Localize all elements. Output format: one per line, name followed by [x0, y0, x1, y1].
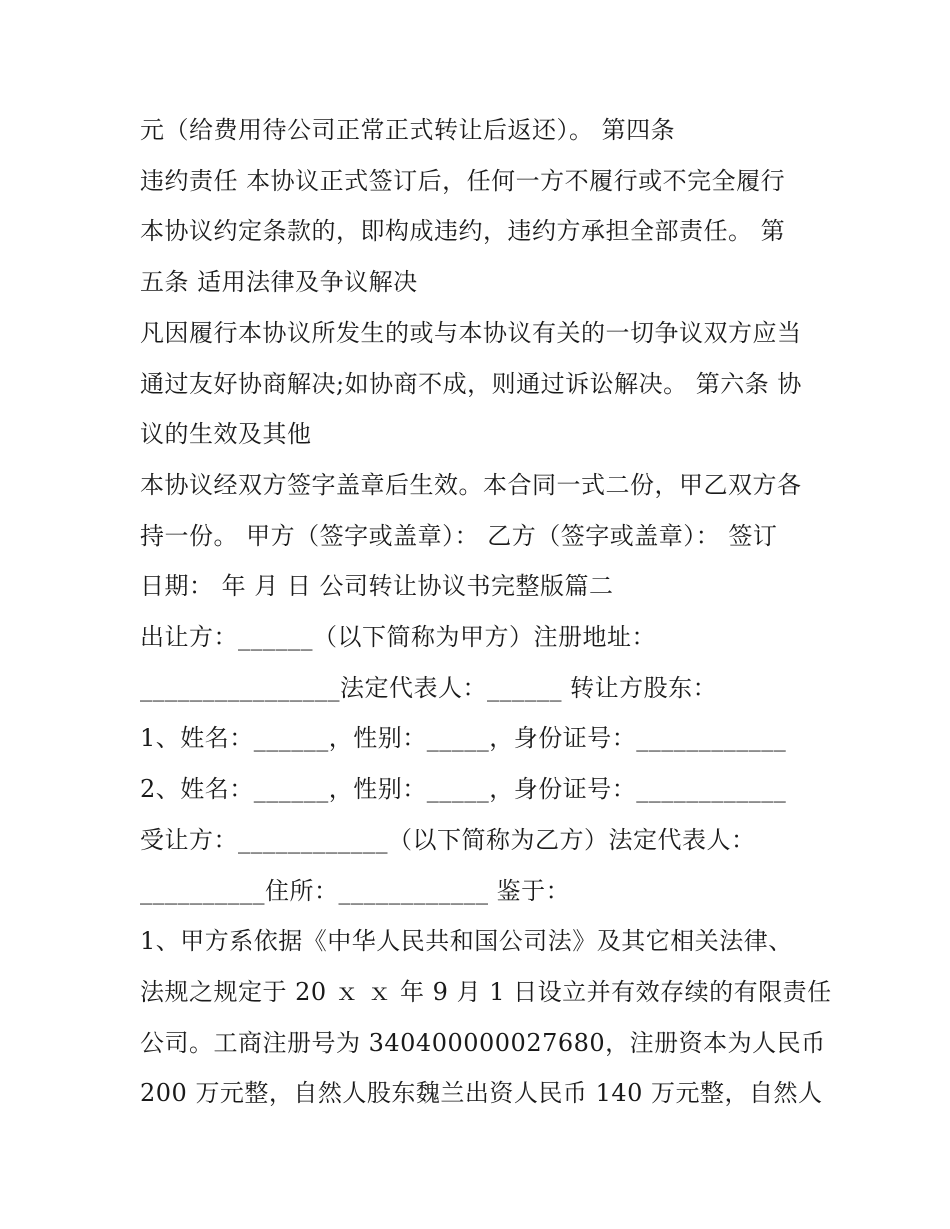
text-line-8: 本协议经双方签字盖章后生效。本合同一式二份，甲乙双方各	[140, 471, 802, 499]
text-line-10: 日期： 年 月 日 公司转让协议书完整版篇二	[140, 572, 614, 600]
text-line-16: __________住所：____________ 鉴于：	[140, 877, 571, 905]
text-line-20: 200 万元整，自然人股东魏兰出资人民币 140 万元整，自然人	[140, 1079, 823, 1107]
text-line-18: 法规之规定于 20 ｘ ｘ 年 9 月 1 日设立并有效存续的有限责任	[140, 978, 832, 1006]
text-line-12: ________________法定代表人：______ 转让方股东：	[140, 674, 718, 702]
text-line-7: 议的生效及其他	[140, 420, 312, 448]
text-line-6: 通过友好协商解决;如协商不成，则通过诉讼解决。 第六条 协	[140, 370, 802, 398]
text-line-19: 公司。工商注册号为 340400000027680，注册资本为人民币	[140, 1029, 826, 1057]
text-line-9: 持一份。 甲方（签字或盖章）： 乙方（签字或盖章）： 签订	[140, 522, 778, 550]
text-line-2: 违约责任 本协议正式签订后，任何一方不履行或不完全履行	[140, 167, 786, 195]
text-line-1: 元（给费用待公司正常正式转让后返还）。 第四条	[140, 116, 676, 144]
text-line-15: 受让方：____________（以下简称为乙方）法定代表人：	[140, 826, 756, 854]
text-line-3: 本协议约定条款的，即构成违约，违约方承担全部责任。 第	[140, 217, 786, 245]
text-line-13: 1、姓名：______，性别：_____，身份证号：____________	[140, 724, 787, 752]
text-line-11: 出让方：______（以下简称为甲方）注册地址：	[140, 623, 656, 651]
text-line-4: 五条 适用法律及争议解决	[140, 268, 418, 296]
text-line-5: 凡因履行本协议所发生的或与本协议有关的一切争议双方应当	[140, 319, 802, 347]
text-line-17: 1、甲方系依据《中华人民共和国公司法》及其它相关法律、	[140, 927, 793, 955]
text-line-14: 2、姓名：______，性别：_____，身份证号：____________	[140, 775, 787, 803]
